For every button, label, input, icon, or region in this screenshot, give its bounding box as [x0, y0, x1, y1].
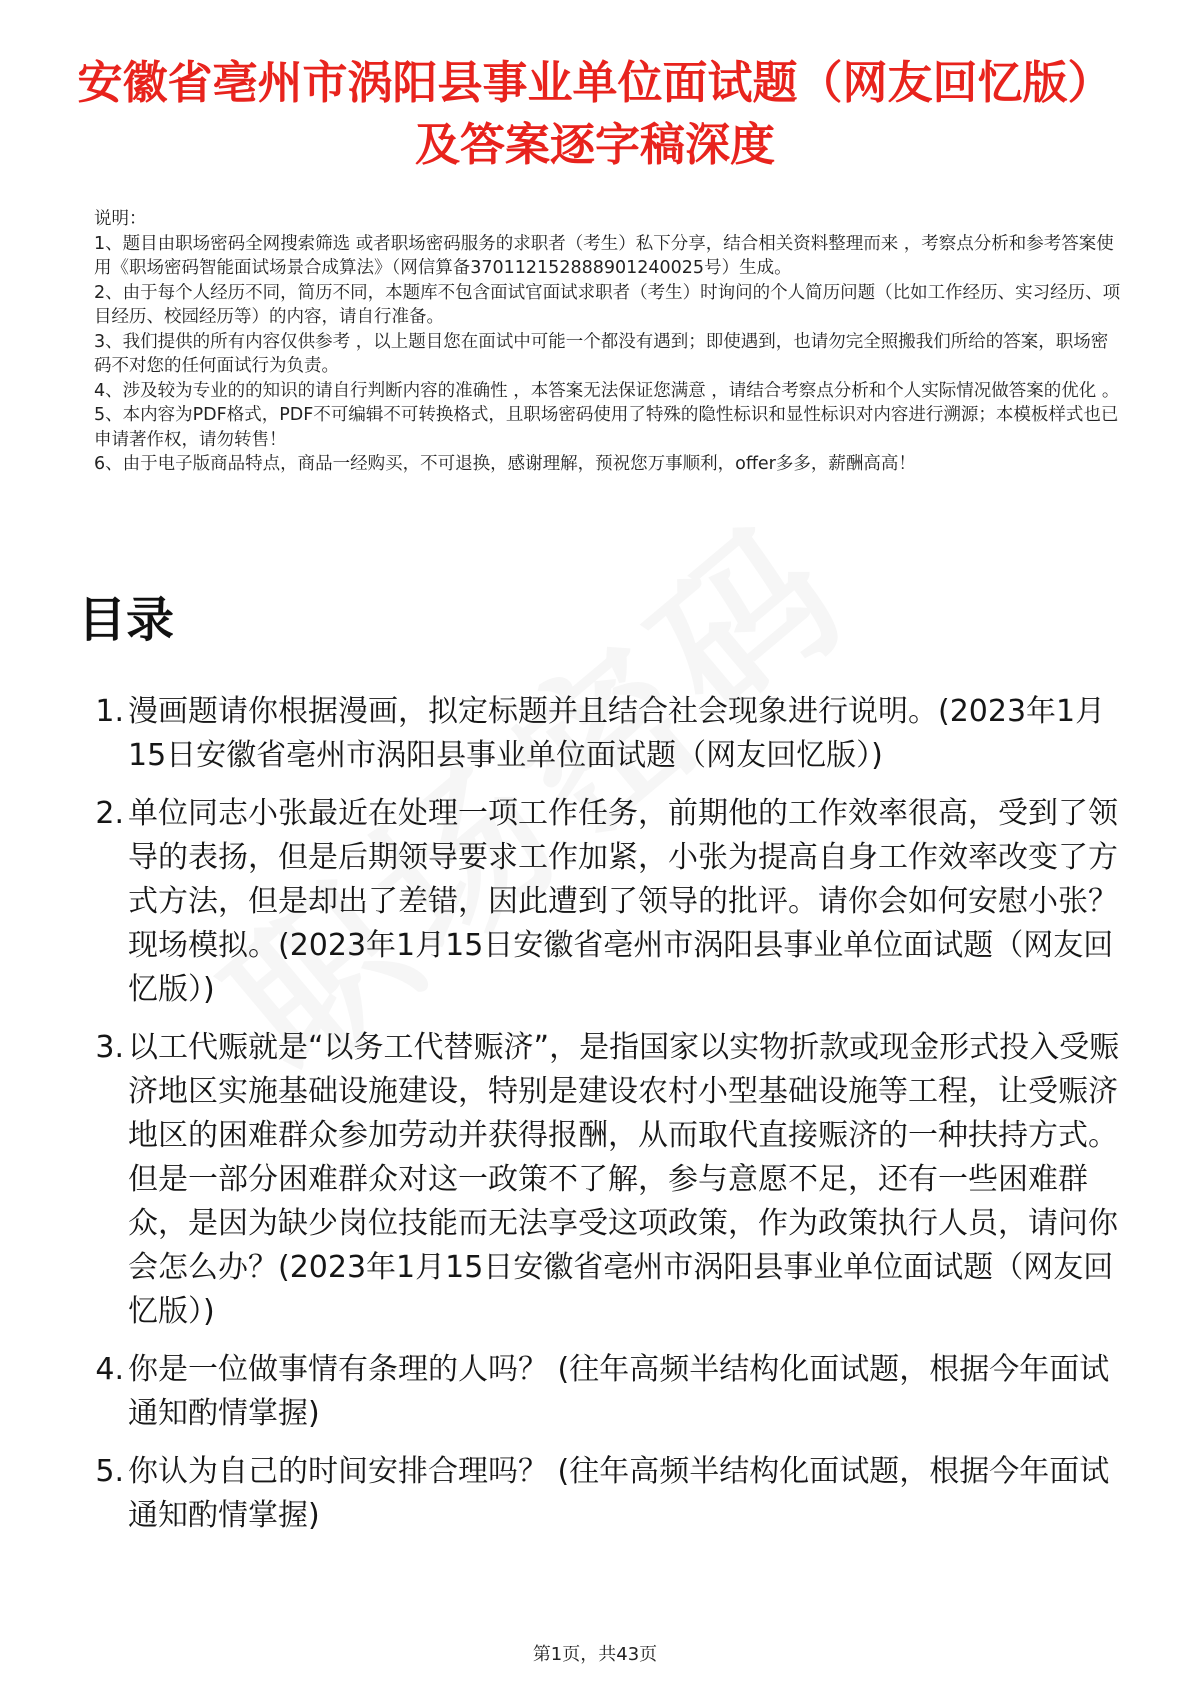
document-title: 安徽省亳州市涡阳县事业单位面试题（网友回忆版）及答案逐字稿深度	[77, 56, 1113, 171]
toc-item-number: 5.	[95, 1454, 124, 1489]
toc-item-number: 3.	[95, 1030, 124, 1065]
toc-item-number: 2.	[95, 796, 124, 831]
instruction-item: 6、由于电子版商品特点，商品一经购买，不可退换，感谢理解，预祝您万事顺利，offer多多，薪酬高高！	[94, 454, 916, 474]
toc-item-number: 1.	[95, 694, 124, 729]
instructions-block	[94, 207, 1124, 477]
instruction-item: 5、本内容为PDF格式，PDF不可编辑不可转换格式，且职场密码使用了特殊的隐性标识和显性标识对内容进行溯源；本模板样式也已申请著作权，请勿转售！	[94, 405, 1119, 450]
page-number: 第1页，共43页	[532, 1644, 658, 1665]
instruction-item: 1、题目由职场密码全网搜索筛选 或者职场密码服务的求职者（考生）私下分享，结合相关资料整理而来 ，考察点分析和参考答案使用《职场密码智能面试场景合成算法》（网信算备370112152888901240025号）生成。	[94, 233, 1114, 278]
toc-item[interactable]	[70, 1348, 1130, 1436]
toc-heading: 目录	[78, 592, 175, 648]
toc-item-number: 4.	[95, 1352, 124, 1387]
instruction-item: 4、涉及较为专业的的知识的请自行判断内容的准确性 ，本答案无法保证您满意 ，请结合考察点分析和个人实际情况做答案的优化 。	[94, 380, 1120, 401]
instructions-heading: 说明：	[94, 209, 147, 229]
instruction-item: 3、我们提供的所有内容仅供参考 ，以上题目您在面试中可能一个都没有遇到；即使遇到，也请勿完全照搬我们所给的答案，职场密码不对您的任何面试行为负责。	[94, 331, 1109, 376]
toc-item[interactable]	[70, 1026, 1130, 1334]
toc-item-text: 漫画题请你根据漫画，拟定标题并且结合社会现象进行说明。(2023年1月15日安徽省亳州市涡阳县事业单位面试题（网友回忆版）)	[128, 694, 1106, 773]
toc-item-text: 以工代赈就是“以务工代替赈济”，是指国家以实物折款或现金形式投入受赈济地区实施基础设施建设，特别是建设农村小型基础设施等工程，让受赈济地区的困难群众参加劳动并获得报酬，从而取代直接赈济的一种扶持方式。但是一部分困难群众对这一政策不了解，参与意愿不足，还有一些困难群众，是因为缺少岗位技能而无法享受这项政策，作为政策执行人员，请问你会怎么办？(2023年1月15日安徽省亳州市涡阳县事业单位面试题（网友回忆版）)	[128, 1030, 1120, 1329]
toc-item-text: 你是一位做事情有条理的人吗？ (往年高频半结构化面试题，根据今年面试通知酌情掌握)	[128, 1352, 1110, 1431]
toc-item[interactable]	[70, 792, 1130, 1012]
toc-item-text: 你认为自己的时间安排合理吗？ (往年高频半结构化面试题，根据今年面试通知酌情掌握)	[128, 1454, 1110, 1533]
instruction-item: 2、由于每个人经历不同，简历不同，本题库不包含面试官面试求职者（考生）时询问的个人简历问题（比如工作经历、实习经历、项目经历、校园经历等）的内容，请自行准备。	[94, 282, 1121, 327]
toc-item-text: 单位同志小张最近在处理一项工作任务，前期他的工作效率很高，受到了领导的表扬，但是后期领导要求工作加紧，小张为提高自身工作效率改变了方式方法，但是却出了差错，因此遭到了领导的批评。请你会如何安慰小张？现场模拟。(2023年1月15日安徽省亳州市涡阳县事业单位面试题（网友回忆版）)	[128, 796, 1118, 1007]
toc-item[interactable]	[70, 1450, 1130, 1538]
toc-item[interactable]	[70, 690, 1130, 778]
toc-list	[70, 690, 1130, 1538]
